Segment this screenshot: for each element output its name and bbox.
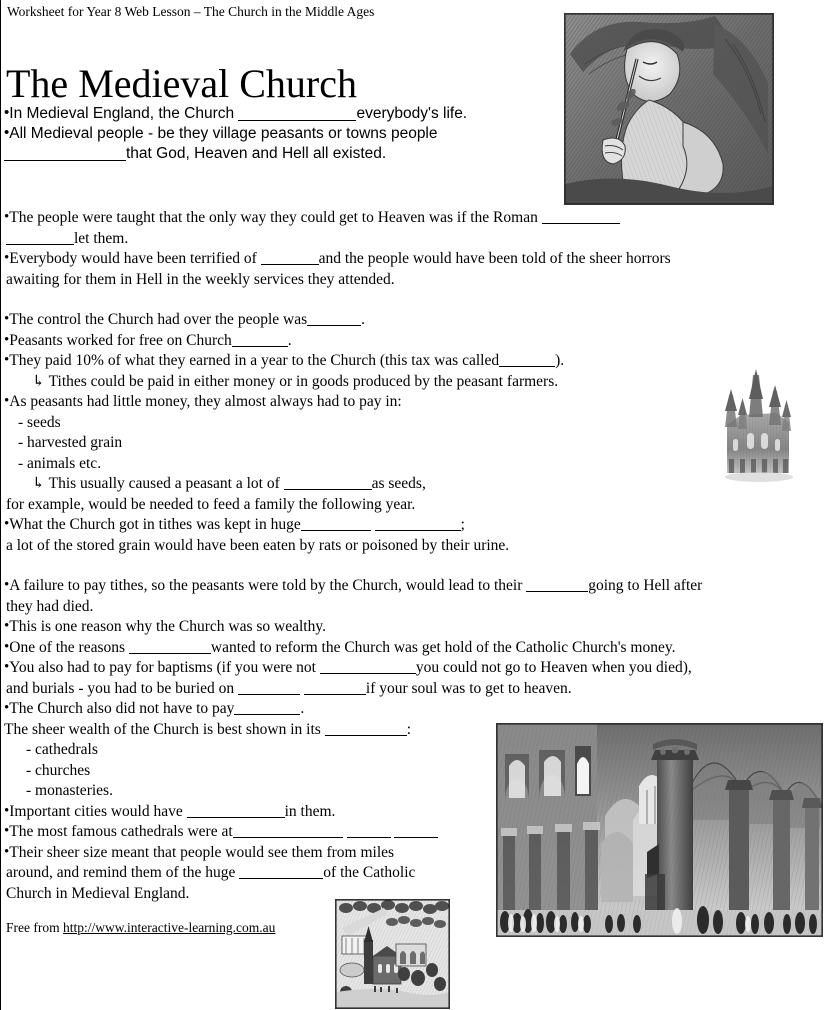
fill-in-blank[interactable]	[232, 333, 288, 347]
fill-in-blank[interactable]	[301, 517, 371, 531]
paragraph-gap	[4, 556, 816, 576]
body-continuation-line	[4, 495, 816, 516]
bullet-icon: •	[4, 352, 10, 368]
body-bullet-line	[4, 331, 816, 352]
body-bullet-line	[4, 638, 816, 659]
text-run: - seeds	[18, 413, 61, 431]
bullet-icon: •	[4, 802, 10, 819]
text-run: a lot of the stored grain would have been eaten by rats or poisoned by their urine.	[6, 536, 510, 554]
text-run: As peasants had little money, they almost always had to pay in:	[9, 393, 402, 410]
text-run: You also had to pay for baptisms (if you were not	[9, 659, 320, 676]
text-run: In Medieval England, the Church	[9, 105, 239, 122]
intro-bullet-line	[4, 144, 544, 164]
text-run: you could not go to Heaven when you died),	[415, 659, 692, 676]
source-url-link[interactable]: http://www.interactive-learning.com.au	[62, 920, 276, 935]
bullet-icon: •	[4, 618, 10, 634]
footer-credit	[6, 920, 275, 936]
body-bullet-line	[4, 699, 816, 720]
fill-in-blank[interactable]	[499, 353, 555, 367]
body-dash-item	[4, 454, 816, 475]
text-run: The control the Church had over the people was	[9, 311, 308, 328]
body-continuation-line	[4, 536, 816, 557]
paragraph-gap	[4, 290, 816, 310]
text-run: One of the reasons	[9, 638, 129, 656]
text-run: - cathedrals	[26, 741, 98, 758]
text-run: The Church also did not have to pay	[9, 700, 235, 717]
fill-in-blank[interactable]	[4, 145, 126, 161]
fill-in-blank[interactable]	[239, 865, 323, 879]
worksheet-header: Worksheet for Year 8 Web Lesson – The Church in the Middle Ages	[7, 4, 375, 19]
body-continuation-line	[4, 679, 816, 700]
body-bullet-line	[4, 617, 816, 638]
text-run: Their sheer size meant that people would see them from miles	[9, 843, 395, 861]
text-run: They paid 10% of what they earned in a year to the Church (this tax was called	[9, 352, 500, 369]
bullet-icon: •	[4, 843, 10, 860]
text-run: going to Hell after	[588, 577, 703, 594]
body-sub-bullet-line	[4, 474, 816, 495]
text-run: Everybody would have been terrified of	[9, 250, 261, 267]
fill-in-blank[interactable]	[261, 251, 319, 265]
body-bullet-line	[4, 351, 816, 372]
body-bullet-line	[4, 515, 816, 536]
sub-bullet-arrow-icon: ↳	[32, 372, 45, 390]
body-continuation-line	[4, 229, 816, 250]
sub-bullet-arrow-icon: ↳	[32, 475, 45, 492]
text-run: This usually caused a peasant a lot of	[45, 475, 284, 492]
text-run: and burials - you had to be buried on	[6, 679, 239, 697]
fill-in-blank[interactable]	[238, 681, 300, 695]
text-run: This is one reason why the Church was so wealthy.	[9, 618, 326, 635]
fill-in-blank[interactable]	[542, 210, 620, 224]
text-run: Tithes could be paid in either money or in goods produced by the peasant farmers.	[45, 372, 559, 390]
text-run: wanted to reform the Church was get hold of the Catholic Church's money.	[210, 638, 676, 656]
text-run: Peasants worked for free on Church	[9, 331, 232, 349]
bullet-icon: •	[4, 124, 10, 141]
text-run: ;	[460, 516, 465, 533]
text-run: in them.	[284, 802, 336, 820]
text-run: The most famous cathedrals were at	[9, 823, 233, 840]
intro-bullet-list	[4, 104, 544, 164]
bullet-icon: •	[4, 104, 10, 121]
text-run: - harvested grain	[18, 434, 123, 451]
fill-in-blank[interactable]	[304, 681, 366, 695]
fill-in-blank[interactable]	[347, 824, 391, 838]
intro-bullet-line	[4, 104, 544, 124]
bullet-icon: •	[4, 311, 10, 327]
text-run: for example, would be needed to feed a family the following year.	[6, 495, 416, 513]
angel-playing-flute-image	[564, 13, 774, 205]
cathedral-interior-svg	[497, 724, 822, 936]
text-run: of the Catholic	[323, 864, 416, 881]
bullet-icon: •	[4, 577, 10, 593]
text-run: .	[300, 700, 305, 717]
text-run: they had died.	[6, 597, 94, 615]
text-run: Important cities would have	[9, 802, 187, 820]
text-run: :	[406, 720, 412, 738]
gothic-cathedral-interior-image	[496, 723, 823, 937]
text-run: The sheer wealth of the Church is best shown in its	[4, 720, 325, 738]
text-run: and the people would have been told of the sheer horrors	[318, 250, 671, 267]
body-dash-item	[4, 413, 816, 434]
text-run: let them.	[74, 229, 129, 247]
fill-in-blank[interactable]	[375, 517, 461, 531]
bullet-icon: •	[4, 823, 10, 839]
angel-engraving-svg	[565, 14, 773, 204]
fill-in-blank[interactable]	[307, 312, 361, 326]
text-run: - animals etc.	[18, 454, 102, 472]
text-run: Church in Medieval England.	[6, 884, 190, 902]
text-run: A failure to pay tithes, so the peasants were told by the Church, would lead to their	[9, 577, 527, 594]
body-bullet-line	[4, 208, 816, 229]
body-sub-bullet-line	[4, 372, 816, 393]
cathedral-exterior-svg	[707, 365, 807, 493]
bullet-icon: •	[4, 638, 10, 655]
fill-in-blank[interactable]	[526, 578, 588, 592]
body-bullet-line	[4, 576, 816, 597]
text-run: ).	[555, 352, 565, 369]
fill-in-blank[interactable]	[187, 804, 285, 818]
fill-in-blank[interactable]	[325, 722, 407, 736]
bullet-icon: •	[4, 700, 10, 716]
text-run: What the Church got in tithes was kept in huge	[9, 516, 301, 533]
village-engraving-svg	[336, 900, 449, 1008]
text-run: .	[287, 331, 292, 349]
body-dash-item	[4, 433, 816, 454]
text-run: The people were taught that the only way they could get to Heaven was if the Roman	[9, 209, 542, 226]
text-run: - churches	[26, 761, 91, 779]
fill-in-blank[interactable]	[234, 701, 300, 715]
gothic-cathedral-exterior-image	[707, 365, 807, 493]
fill-in-blank[interactable]	[394, 824, 438, 838]
text-run: as seeds,	[371, 475, 426, 492]
bullet-icon: •	[4, 393, 10, 409]
bullet-icon: •	[4, 209, 10, 225]
fill-in-blank[interactable]	[238, 105, 356, 121]
body-bullet-line	[4, 249, 816, 270]
text-run: awaiting for them in Hell in the weekly services they attended.	[6, 270, 395, 288]
text-run: All Medieval people - be they village peasants or towns people	[9, 125, 438, 142]
footer-prefix: Free from	[6, 920, 63, 935]
bullet-icon: •	[4, 250, 10, 266]
intro-bullet-line	[4, 124, 544, 144]
fill-in-blank[interactable]	[233, 824, 343, 838]
page-title: The Medieval Church	[6, 60, 357, 106]
body-continuation-line	[4, 270, 816, 291]
text-run: around, and remind them of the huge	[6, 864, 240, 881]
bullet-icon: •	[4, 659, 10, 675]
body-bullet-line	[4, 310, 816, 331]
fill-in-blank[interactable]	[6, 231, 74, 245]
medieval-village-map-image	[335, 899, 450, 1009]
fill-in-blank[interactable]	[129, 640, 211, 654]
fill-in-blank[interactable]	[320, 660, 416, 674]
body-continuation-line	[4, 597, 816, 618]
text-run: - monasteries.	[26, 782, 113, 799]
bullet-icon: •	[4, 516, 10, 532]
text-run: if your soul was to get to heaven.	[365, 679, 572, 697]
body-bullet-line	[4, 392, 816, 413]
text-run: .	[361, 311, 365, 328]
text-run: everybody's life.	[356, 105, 468, 122]
bullet-icon: •	[4, 331, 10, 348]
body-bullet-line	[4, 658, 816, 679]
text-run: that God, Heaven and Hell all existed.	[126, 145, 387, 162]
fill-in-blank[interactable]	[284, 476, 372, 490]
